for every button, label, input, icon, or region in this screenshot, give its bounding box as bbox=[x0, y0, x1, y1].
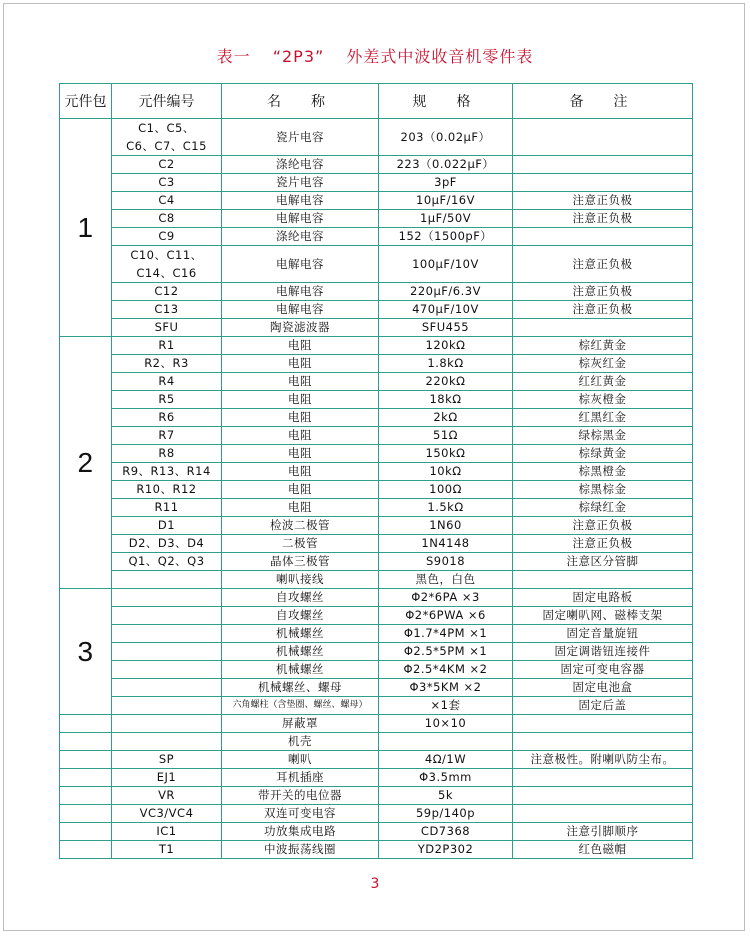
cell-note: 注意正负极 bbox=[513, 210, 693, 228]
cell-code bbox=[112, 589, 222, 607]
cell-name: 电阻 bbox=[222, 427, 379, 445]
cell-name: 瓷片电容 bbox=[222, 174, 379, 192]
cell-note bbox=[513, 156, 693, 174]
cell-note bbox=[513, 715, 693, 733]
title-label: 表一 bbox=[216, 47, 251, 66]
header-row bbox=[60, 84, 693, 119]
cell-name: 电阻 bbox=[222, 499, 379, 517]
cell-name: 机械螺丝 bbox=[222, 625, 379, 643]
cell-code: R11 bbox=[112, 499, 222, 517]
cell-name: 检波二极管 bbox=[222, 517, 379, 535]
table-row bbox=[60, 481, 693, 499]
cell-name: 自攻螺丝 bbox=[222, 589, 379, 607]
cell-note bbox=[513, 319, 693, 337]
cell-code: R8 bbox=[112, 445, 222, 463]
cell-note: 固定音量旋钮 bbox=[513, 625, 693, 643]
cell-code: C3 bbox=[112, 174, 222, 192]
cell-spec: 10×10 bbox=[379, 715, 513, 733]
cell-spec: 1N60 bbox=[379, 517, 513, 535]
cell-name: 自攻螺丝 bbox=[222, 607, 379, 625]
table-row bbox=[60, 409, 693, 427]
cell-spec: 51Ω bbox=[379, 427, 513, 445]
table-row bbox=[60, 805, 693, 823]
table-row bbox=[60, 192, 693, 210]
table-row bbox=[60, 427, 693, 445]
table-row bbox=[60, 733, 693, 751]
cell-package bbox=[60, 733, 112, 751]
cell-code bbox=[112, 607, 222, 625]
cell-code: D1 bbox=[112, 517, 222, 535]
cell-package bbox=[60, 715, 112, 733]
cell-name: 屏蔽罩 bbox=[222, 715, 379, 733]
cell-code: R4 bbox=[112, 373, 222, 391]
cell-note: 棕灰红金 bbox=[513, 355, 693, 373]
cell-name: 电阻 bbox=[222, 373, 379, 391]
cell-name: 电阻 bbox=[222, 337, 379, 355]
table-row bbox=[60, 391, 693, 409]
cell-name: 瓷片电容 bbox=[222, 119, 379, 156]
cell-spec: 470μF/10V bbox=[379, 301, 513, 319]
cell-spec: CD7368 bbox=[379, 823, 513, 841]
cell-spec: 2kΩ bbox=[379, 409, 513, 427]
cell-code bbox=[112, 697, 222, 715]
cell-name: 电解电容 bbox=[222, 301, 379, 319]
cell-spec: 5k bbox=[379, 787, 513, 805]
cell-code bbox=[112, 715, 222, 733]
cell-spec: Φ2*6PA ×3 bbox=[379, 589, 513, 607]
cell-code: VR bbox=[112, 787, 222, 805]
cell-code: Q1、Q2、Q3 bbox=[112, 553, 222, 571]
table-row bbox=[60, 571, 693, 589]
cell-name: 机壳 bbox=[222, 733, 379, 751]
cell-code: VC3/VC4 bbox=[112, 805, 222, 823]
table-row bbox=[60, 715, 693, 733]
cell-note: 固定喇叭网、磁棒支架 bbox=[513, 607, 693, 625]
package-number: 3 bbox=[60, 589, 112, 715]
cell-note: 注意正负极 bbox=[513, 301, 693, 319]
cell-code: IC1 bbox=[112, 823, 222, 841]
parts-table bbox=[59, 83, 693, 859]
cell-code: R7 bbox=[112, 427, 222, 445]
cell-spec: 黑色，白色 bbox=[379, 571, 513, 589]
table-row bbox=[60, 119, 693, 156]
table-row bbox=[60, 337, 693, 355]
cell-name: 电阻 bbox=[222, 409, 379, 427]
cell-package bbox=[60, 823, 112, 841]
cell-code: R9、R13、R14 bbox=[112, 463, 222, 481]
cell-spec: 100μF/10V bbox=[379, 246, 513, 283]
cell-note bbox=[513, 769, 693, 787]
cell-code: SFU bbox=[112, 319, 222, 337]
cell-name: 机械螺丝 bbox=[222, 643, 379, 661]
cell-name: 电解电容 bbox=[222, 246, 379, 283]
cell-code bbox=[112, 643, 222, 661]
table-row bbox=[60, 625, 693, 643]
cell-note bbox=[513, 228, 693, 246]
header-code: 元件编号 bbox=[112, 84, 222, 119]
cell-note bbox=[513, 733, 693, 751]
cell-spec: 4Ω/1W bbox=[379, 751, 513, 769]
cell-note: 注意区分管脚 bbox=[513, 553, 693, 571]
cell-package bbox=[60, 805, 112, 823]
cell-name: 机械螺丝 bbox=[222, 661, 379, 679]
cell-spec: 120kΩ bbox=[379, 337, 513, 355]
cell-spec: Φ2.5*5PM ×1 bbox=[379, 643, 513, 661]
table-row bbox=[60, 319, 693, 337]
cell-spec: 203（0.02μF） bbox=[379, 119, 513, 156]
cell-spec: 1μF/50V bbox=[379, 210, 513, 228]
cell-name: 耳机插座 bbox=[222, 769, 379, 787]
cell-spec: 152（1500pF） bbox=[379, 228, 513, 246]
page-number: 3 bbox=[370, 876, 380, 892]
cell-code: C1、C5、 C6、C7、C15 bbox=[112, 119, 222, 156]
cell-note: 注意正负极 bbox=[513, 535, 693, 553]
cell-name: 六角螺柱（含垫圈、螺丝、螺母） bbox=[222, 697, 379, 715]
cell-spec: Φ1.7*4PM ×1 bbox=[379, 625, 513, 643]
cell-spec: 220kΩ bbox=[379, 373, 513, 391]
table-row bbox=[60, 697, 693, 715]
cell-code: C4 bbox=[112, 192, 222, 210]
cell-name: 中波振荡线圈 bbox=[222, 841, 379, 859]
cell-code: R10、R12 bbox=[112, 481, 222, 499]
table-row bbox=[60, 553, 693, 571]
cell-name: 喇叭接线 bbox=[222, 571, 379, 589]
cell-spec: Φ2*6PWA ×6 bbox=[379, 607, 513, 625]
cell-note: 固定电池盒 bbox=[513, 679, 693, 697]
table-row bbox=[60, 174, 693, 192]
table-row bbox=[60, 228, 693, 246]
cell-code bbox=[112, 661, 222, 679]
table-row bbox=[60, 301, 693, 319]
cell-note: 注意正负极 bbox=[513, 517, 693, 535]
cell-spec: S9018 bbox=[379, 553, 513, 571]
cell-code bbox=[112, 733, 222, 751]
table-row bbox=[60, 355, 693, 373]
cell-note: 固定调谐钮连接件 bbox=[513, 643, 693, 661]
cell-code: C10、C11、 C14、C16 bbox=[112, 246, 222, 283]
table-row bbox=[60, 499, 693, 517]
cell-code: C9 bbox=[112, 228, 222, 246]
cell-spec: 18kΩ bbox=[379, 391, 513, 409]
title-name: 外差式中波收音机零件表 bbox=[346, 47, 534, 66]
cell-name: 电解电容 bbox=[222, 192, 379, 210]
cell-code: C8 bbox=[112, 210, 222, 228]
package-number: 1 bbox=[60, 119, 112, 337]
cell-name: 电阻 bbox=[222, 463, 379, 481]
cell-code: C2 bbox=[112, 156, 222, 174]
header-spec: 规 格 bbox=[379, 84, 513, 119]
cell-code: D2、D3、D4 bbox=[112, 535, 222, 553]
cell-note: 注意正负极 bbox=[513, 192, 693, 210]
cell-name: 陶瓷滤波器 bbox=[222, 319, 379, 337]
cell-note: 固定电路板 bbox=[513, 589, 693, 607]
table-row bbox=[60, 643, 693, 661]
cell-code: C13 bbox=[112, 301, 222, 319]
table-row bbox=[60, 841, 693, 859]
cell-name: 双连可变电容 bbox=[222, 805, 379, 823]
cell-name: 涤纶电容 bbox=[222, 156, 379, 174]
cell-package bbox=[60, 751, 112, 769]
cell-spec: 1N4148 bbox=[379, 535, 513, 553]
cell-spec: 10μF/16V bbox=[379, 192, 513, 210]
cell-package bbox=[60, 787, 112, 805]
cell-note: 棕绿黄金 bbox=[513, 445, 693, 463]
cell-note bbox=[513, 805, 693, 823]
table-row bbox=[60, 517, 693, 535]
cell-spec: SFU455 bbox=[379, 319, 513, 337]
cell-name: 电解电容 bbox=[222, 283, 379, 301]
cell-note: 棕黑棕金 bbox=[513, 481, 693, 499]
cell-note: 棕绿红金 bbox=[513, 499, 693, 517]
table-row bbox=[60, 445, 693, 463]
cell-spec: 223（0.022μF） bbox=[379, 156, 513, 174]
cell-spec: 220μF/6.3V bbox=[379, 283, 513, 301]
cell-name: 带开关的电位器 bbox=[222, 787, 379, 805]
cell-package bbox=[60, 841, 112, 859]
cell-code bbox=[112, 625, 222, 643]
cell-package bbox=[60, 769, 112, 787]
cell-note: 固定可变电容器 bbox=[513, 661, 693, 679]
cell-note: 棕黑橙金 bbox=[513, 463, 693, 481]
cell-name: 晶体三极管 bbox=[222, 553, 379, 571]
cell-code: R5 bbox=[112, 391, 222, 409]
cell-note: 棕灰橙金 bbox=[513, 391, 693, 409]
table-row bbox=[60, 823, 693, 841]
table-row bbox=[60, 679, 693, 697]
cell-name: 电解电容 bbox=[222, 210, 379, 228]
cell-spec: 150kΩ bbox=[379, 445, 513, 463]
table-row bbox=[60, 589, 693, 607]
cell-note: 红黑红金 bbox=[513, 409, 693, 427]
cell-note: 固定后盖 bbox=[513, 697, 693, 715]
cell-spec: 10kΩ bbox=[379, 463, 513, 481]
header-name: 名 称 bbox=[222, 84, 379, 119]
table-row bbox=[60, 751, 693, 769]
cell-code: R6 bbox=[112, 409, 222, 427]
cell-name: 喇叭 bbox=[222, 751, 379, 769]
cell-note bbox=[513, 787, 693, 805]
cell-note bbox=[513, 571, 693, 589]
cell-spec: 1.8kΩ bbox=[379, 355, 513, 373]
cell-note bbox=[513, 119, 693, 156]
cell-spec: Φ3.5mm bbox=[379, 769, 513, 787]
table-row bbox=[60, 607, 693, 625]
cell-note: 注意正负极 bbox=[513, 246, 693, 283]
cell-name: 涤纶电容 bbox=[222, 228, 379, 246]
cell-note: 注意引脚顺序 bbox=[513, 823, 693, 841]
cell-name: 机械螺丝、螺母 bbox=[222, 679, 379, 697]
cell-note: 注意正负极 bbox=[513, 283, 693, 301]
cell-note: 棕红黄金 bbox=[513, 337, 693, 355]
parts-table-body bbox=[60, 119, 693, 859]
header-package: 元件包 bbox=[60, 84, 112, 119]
cell-spec bbox=[379, 733, 513, 751]
cell-code bbox=[112, 571, 222, 589]
cell-spec: Φ3*5KM ×2 bbox=[379, 679, 513, 697]
cell-code: C12 bbox=[112, 283, 222, 301]
cell-note: 绿棕黑金 bbox=[513, 427, 693, 445]
cell-name: 电阻 bbox=[222, 481, 379, 499]
page-title bbox=[0, 44, 750, 67]
cell-spec: 3pF bbox=[379, 174, 513, 192]
cell-code: R2、R3 bbox=[112, 355, 222, 373]
header-note: 备 注 bbox=[513, 84, 693, 119]
cell-name: 功放集成电路 bbox=[222, 823, 379, 841]
cell-spec: Φ2.5*4KM ×2 bbox=[379, 661, 513, 679]
cell-spec: YD2P302 bbox=[379, 841, 513, 859]
table-row bbox=[60, 283, 693, 301]
table-row bbox=[60, 246, 693, 283]
cell-spec: 100Ω bbox=[379, 481, 513, 499]
title-model: “2P3” bbox=[272, 47, 325, 66]
cell-code: SP bbox=[112, 751, 222, 769]
cell-code: EJ1 bbox=[112, 769, 222, 787]
cell-note bbox=[513, 174, 693, 192]
cell-code: T1 bbox=[112, 841, 222, 859]
cell-name: 二极管 bbox=[222, 535, 379, 553]
table-row bbox=[60, 661, 693, 679]
table-row bbox=[60, 210, 693, 228]
cell-code bbox=[112, 679, 222, 697]
table-row bbox=[60, 463, 693, 481]
cell-note: 注意极性。附喇叭防尘布。 bbox=[513, 751, 693, 769]
cell-name: 电阻 bbox=[222, 355, 379, 373]
table-row bbox=[60, 787, 693, 805]
cell-note: 红红黄金 bbox=[513, 373, 693, 391]
table-row bbox=[60, 156, 693, 174]
cell-name: 电阻 bbox=[222, 391, 379, 409]
package-number: 2 bbox=[60, 337, 112, 589]
cell-spec: ×1套 bbox=[379, 697, 513, 715]
table-row bbox=[60, 769, 693, 787]
cell-note: 红色磁帽 bbox=[513, 841, 693, 859]
table-row bbox=[60, 535, 693, 553]
cell-name: 电阻 bbox=[222, 445, 379, 463]
cell-spec: 1.5kΩ bbox=[379, 499, 513, 517]
cell-code: R1 bbox=[112, 337, 222, 355]
cell-spec: 59p/140p bbox=[379, 805, 513, 823]
table-row bbox=[60, 373, 693, 391]
